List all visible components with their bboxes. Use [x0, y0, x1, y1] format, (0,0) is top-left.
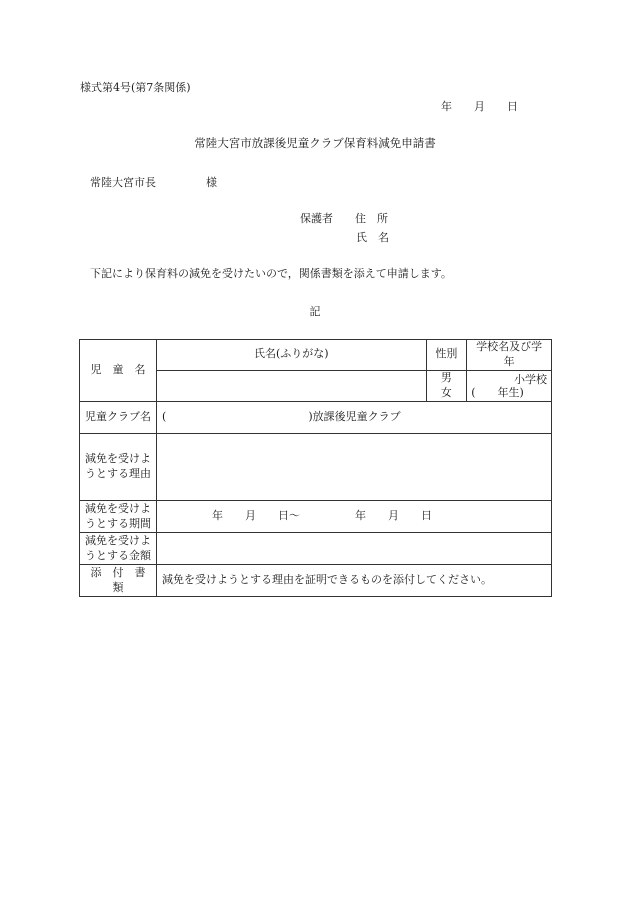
club-label: 児童クラブ名 [80, 402, 157, 434]
amount-label: 減免を受けようとする金額 [80, 533, 157, 565]
club-field[interactable] [157, 402, 552, 434]
school-suffix: 小学校 [514, 372, 547, 386]
addressee-honorific: 様 [206, 176, 217, 189]
table-row-attachments [80, 565, 552, 597]
sex-field[interactable]: 男 女 [426, 370, 467, 401]
amount-field[interactable] [157, 533, 552, 565]
club-open-paren: ( [162, 410, 167, 424]
table-row-period [80, 501, 552, 533]
addressee-name: 常陸大宮市長 [90, 176, 156, 189]
address-label: 住 所 [355, 212, 388, 225]
reason-field[interactable] [157, 434, 552, 501]
ki-heading: 記 [309, 305, 321, 318]
club-suffix: )放課後児童クラブ [308, 410, 401, 424]
table-row-amount [80, 533, 552, 565]
guardian-address-line [300, 213, 388, 224]
table-row-header [80, 340, 552, 371]
date-month: 月 [474, 100, 485, 113]
form-number-label: 様式第4号(第7条関係) [80, 81, 191, 94]
document-title: 常陸大宮市放課後児童クラブ保育料減免申請書 [194, 136, 436, 150]
application-table [79, 339, 552, 597]
date-line [441, 101, 540, 112]
child-name-label: 児 童 名 [80, 340, 157, 402]
attach-value: 減免を受けようとする理由を証明できるものを添付してください。 [157, 565, 552, 597]
name-label: 氏 名 [356, 231, 389, 244]
period-label: 減免を受けようとする期間 [80, 501, 157, 533]
addressee [90, 177, 217, 188]
table-row-club [80, 402, 552, 434]
sex-header: 性別 [426, 340, 467, 371]
school-field[interactable] [467, 370, 552, 401]
child-name-field[interactable] [157, 370, 427, 401]
period-field[interactable]: 年 月 日～ 年 月 日 [157, 501, 552, 533]
reason-label: 減免を受けようとする理由 [80, 434, 157, 501]
attach-label: 添 付 書 類 [80, 565, 157, 597]
date-year: 年 [441, 100, 452, 113]
grade-value: ( 年生) [471, 385, 524, 399]
name-header: 氏名(ふりがな) [157, 340, 427, 371]
school-header: 学校名及び学年 [467, 340, 552, 371]
guardian-name-line [356, 232, 389, 243]
guardian-label: 保護者 [300, 212, 333, 225]
request-statement: 下記により保育料の減免を受けたいので，関係書類を添えて申請します。 [90, 267, 452, 280]
date-day: 日 [507, 100, 518, 113]
table-row-reason [80, 434, 552, 501]
